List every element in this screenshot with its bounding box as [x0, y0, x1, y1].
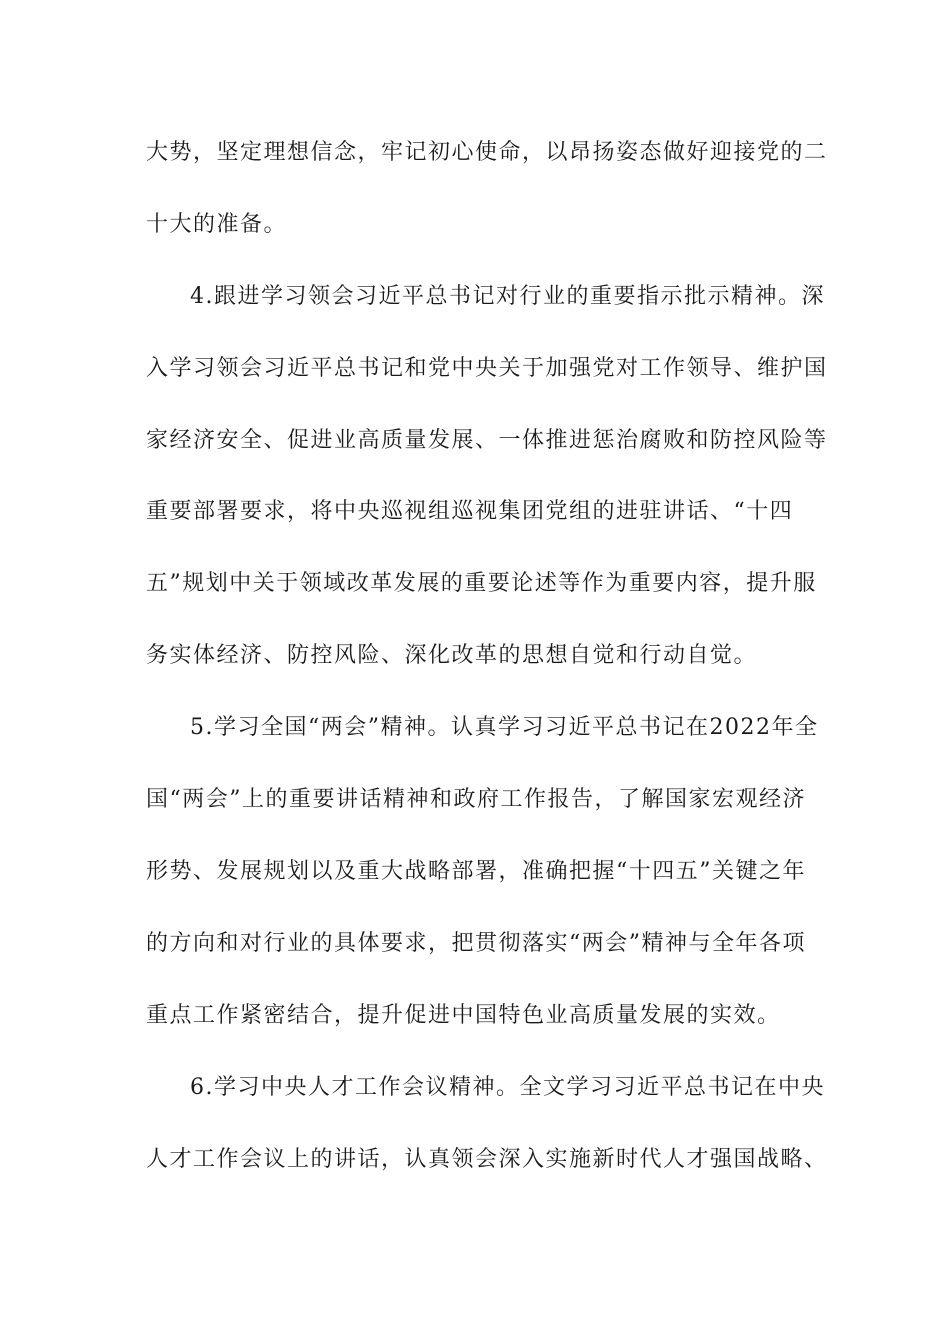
text-line: 大势，坚定理想信念，牢记初心使命，以昂扬姿态做好迎接党的二	[146, 140, 828, 165]
text-line: 国“两会”上的重要讲话精神和政府工作报告，了解国家宏观经济	[146, 787, 806, 812]
text-line: 务实体经济、防控风险、深化改革的思想自觉和行动自觉。	[146, 643, 758, 668]
text-line: 家经济安全、促进业高质量发展、一体推进惩治腐败和防控风险等	[146, 428, 828, 453]
text-line: 入学习领会习近平总书记和党中央关于加强党对工作领导、维护国	[146, 356, 828, 381]
text-line: 重点工作紧密结合，提升促进中国特色业高质量发展的实效。	[146, 1003, 781, 1028]
text-line: 十大的准备。	[146, 212, 288, 237]
paragraph-4-start: 4.跟进学习领会习近平总书记对行业的重要指示批示精神。深	[190, 284, 825, 309]
paragraph-6-start: 6.学习中央人才工作会议精神。全文学习习近平总书记在中央	[190, 1075, 825, 1100]
paragraph-5-start: 5.学习全国“两会”精神。认真学习习近平总书记在2022年全	[190, 715, 819, 740]
text-line: 人才工作会议上的讲话，认真领会深入实施新时代人才强国战略、	[146, 1147, 828, 1172]
text-line: 五”规划中关于领域改革发展的重要论述等作为重要内容，提升服	[146, 571, 817, 596]
text-line: 重要部署要求，将中央巡视组巡视集团党组的进驻讲话、“十四	[146, 499, 794, 524]
text-line: 形势、发展规划以及重大战略部署，准确把握“十四五”关键之年	[146, 859, 806, 884]
text-line: 的方向和对行业的具体要求，把贯彻落实“两会”精神与全年各项	[146, 931, 806, 956]
